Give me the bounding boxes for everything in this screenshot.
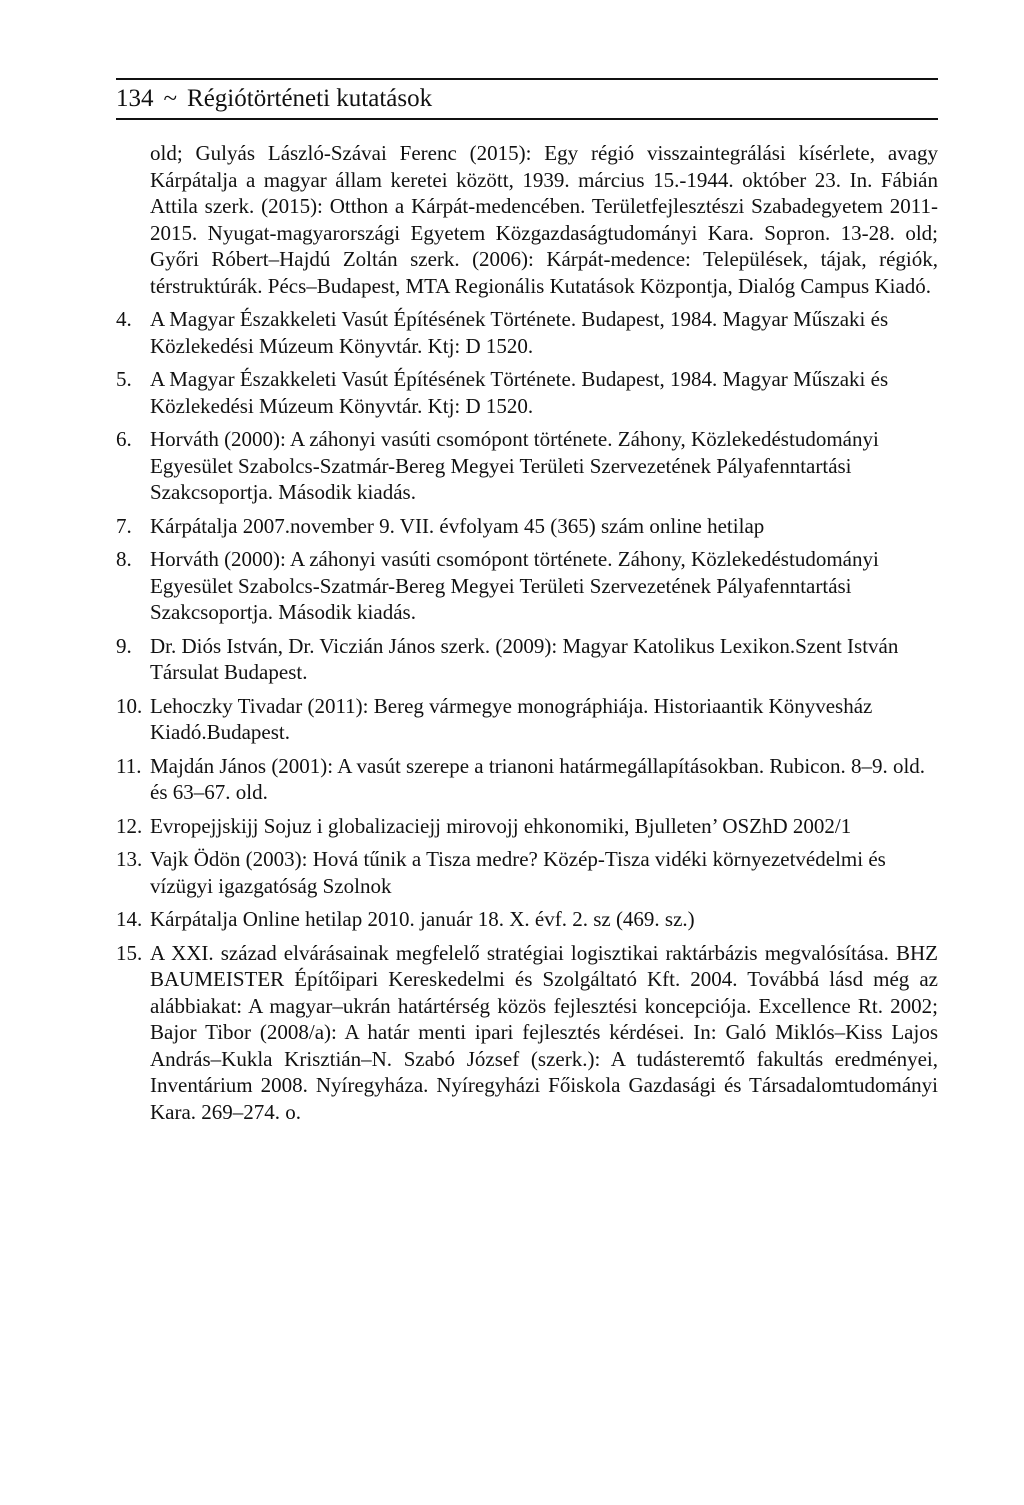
header-text — [116, 84, 432, 114]
reference-item-13 — [116, 846, 938, 899]
reference-number: 14. — [116, 907, 143, 931]
reference-text: A XXI. század elvárásainak megfelelő stratégiai logisztikai raktárbázis megvalósítása. BHZ BAUMEISTER Építőipari Kereskedelmi és Szolgáltató Kft. 2004. Továbbá lásd még az alábbiakat: A magyar–ukrán határtérség közös fejlesztési koncepciója. Excellence Rt. 2002; Bajor Tibor (2008/a): A határ menti ipari fejlesztés kérdései. In: Galó Miklós–Kiss Lajos András–Kukla Krisztián–N. Szabó József (szerk.): A tudásteremtő fakultás eredményei, Inventárium 2008. Nyíregyháza. Nyíregyházi Főiskola Gazdasági és Társadalomtudományi Kara. 269–274. o. — [150, 940, 938, 1124]
reference-item-12 — [116, 813, 938, 840]
reference-number: 4. — [116, 307, 132, 331]
reference-item-14 — [116, 906, 938, 933]
reference-item-11 — [116, 753, 938, 806]
running-header — [116, 78, 938, 120]
reference-item-15 — [116, 940, 938, 1126]
reference-text: Evropejjskijj Sojuz i globalizaciejj mirovojj ehkonomiki, Bjulleten’ OSZhD 2002/1 — [150, 813, 852, 838]
reference-item-6 — [116, 426, 938, 506]
reference-number: 5. — [116, 367, 132, 391]
reference-item-8 — [116, 546, 938, 626]
reference-number: 7. — [116, 513, 132, 538]
reference-text: Lehoczky Tivadar (2011): Bereg vármegye monográphiája. Historiaantik Könyvesház Kiadó.Budapest. — [150, 693, 873, 744]
reference-number: 13. — [116, 847, 143, 871]
reference-item-9 — [116, 633, 938, 686]
page-number: 134 — [116, 85, 154, 112]
reference-item-4 — [116, 306, 938, 359]
reference-number: 9. — [116, 633, 132, 658]
reference-text: Kárpátalja 2007.november 9. VII. évfolyam 45 (365) szám online hetilap — [150, 513, 765, 538]
reference-text: Dr. Diós István, Dr. Viczián János szerk. (2009): Magyar Katolikus Lexikon.Szent István Társulat Budapest. — [150, 633, 899, 684]
reference-item-7 — [116, 513, 938, 540]
reference-text: A Magyar Északkeleti Vasút Építésének Története. Budapest, 1984. Magyar Műszaki és Közlekedési Múzeum Könyvtár. Ktj: D 1520. — [150, 367, 889, 418]
reference-number: 8. — [116, 547, 132, 571]
reference-text: Majdán János (2001): A vasút szerepe a trianoni határmegállapításokban. Rubicon. 8–9. old. és 63–67. old. — [150, 753, 926, 804]
reference-continuation: old; Gulyás László-Szávai Ferenc (2015): Egy régió visszaintegrálási kísérlete, avagy Kárpátalja a magyar állam keretei között, 1939. március 15.-1944. október 23. In. Fábián Attila szerk. (2015): Otthon a Kárpát-medencében. Területfejlesztészi Szabadegyetem 2011-2015. Nyugat-magyarországi Egyetem Közgazdaságtudományi Kara. Sopron. 13-28. old; Győri Róbert–Hajdú Zoltán szerk. (2006): Kárpát-medence: Települések, tájak, régiók, térstruktúrák. Pécs–Budapest, MTA Regionális Kutatások Központja, Dialóg Campus Kiadó. — [150, 141, 938, 298]
reference-text: Kárpátalja Online hetilap 2010. január 18. X. évf. 2. sz (469. sz.) — [150, 907, 695, 931]
reference-number: 12. — [116, 813, 143, 838]
reference-text: A Magyar Északkeleti Vasút Építésének Története. Budapest, 1984. Magyar Műszaki és Közlekedési Múzeum Könyvtár. Ktj: D 1520. — [150, 307, 889, 358]
reference-text: Vajk Ödön (2003): Hová tűnik a Tisza medre? Közép-Tisza vidéki környezetvédelmi és vízügyi igazgatóság Szolnok — [150, 847, 886, 898]
reference-text: Horváth (2000): A záhonyi vasúti csomópont története. Záhony, Közlekedéstudományi Egyesület Szabolcs-Szatmár-Bereg Megyei Területi Szervezetének Pályafenntartási Szakcsoportja. Második kiadás. — [150, 427, 879, 504]
reference-number: 11. — [116, 753, 142, 778]
reference-item-10 — [116, 693, 938, 746]
reference-item-5 — [116, 366, 938, 419]
running-title: Régiótörténeti kutatások — [187, 85, 433, 112]
reference-number: 15. — [116, 940, 143, 965]
reference-text: Horváth (2000): A záhonyi vasúti csomópont története. Záhony, Közlekedéstudományi Egyesület Szabolcs-Szatmár-Bereg Megyei Területi Szervezetének Pályafenntartási Szakcsoportja. Második kiadás. — [150, 547, 879, 624]
reference-number: 6. — [116, 427, 132, 451]
header-separator: ~ — [163, 85, 178, 112]
reference-number: 10. — [116, 693, 143, 718]
reference-list — [116, 140, 938, 1132]
